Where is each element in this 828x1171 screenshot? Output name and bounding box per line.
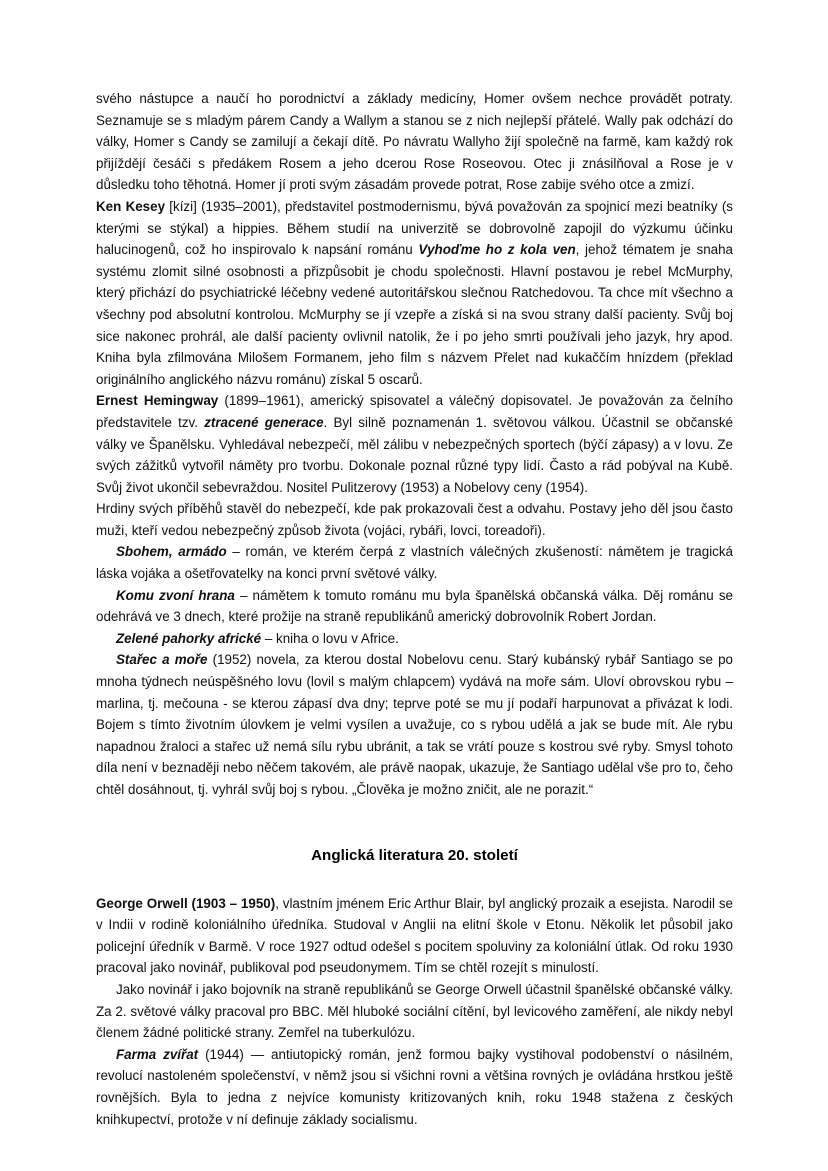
paragraph-ken-kesey bbox=[96, 196, 733, 390]
work-description: – námětem k tomuto románu mu byla španělská občanská válka. Děj románu se odehrává ve 3 dnech, které prožije na straně republikánů americký dobrovolník Robert Jordan. bbox=[96, 587, 733, 625]
ken-kesey-text-part1: [kízi] (1935–2001), představitel postmodernismu, bývá považován za spojnicí mezi beatníky (s kterými se stýkal) a hippies. Během studií na univerzitě se dobrovolně zapojil do výzkumu účinku halucinogenů, což ho inspirovalo k napsání románu bbox=[96, 198, 733, 258]
hemingway-text-part2: . Byl silně poznamenán 1. světovou válkou. Účastnil se občanské války ve Španělsku. Vyhledával nebezpečí, měl zálibu v nebezpečných sportech (býčí zápasy) a v lovu. Ze svých zážitků vytvořil náměty pro tvorbu. Dokonale poznal různé typy lidí. Často a rád pobýval na Kubě. Svůj život ukončil sebevraždou. Nositel Pulitzerovy (1953) a Nobelovy ceny (1954). bbox=[96, 414, 733, 495]
work-entry-sbohem-armado bbox=[96, 541, 733, 584]
work-title: Komu zvoní hrana bbox=[116, 587, 235, 603]
work-title: Stařec a moře bbox=[116, 652, 208, 668]
document-content bbox=[96, 88, 733, 1130]
work-entry-starec-a-more bbox=[96, 649, 733, 800]
work-description: (1944) — antiutopický román, jenž formou bajky vystihoval podobenství o násilném, revolucí nastoleném společenství, v němž jsou si všichni rovni a většina rovných je ovládána hrstkou ještě rovnějších. Byla to jedna z nejvíce komunisty kritizovaných knih, roku 1948 stažena z českých knihkupectví, protože v ní definuje základy socialismu. bbox=[96, 1046, 733, 1127]
work-entry-farma-zvirat bbox=[96, 1044, 733, 1130]
author-name-ernest-hemingway: Ernest Hemingway bbox=[96, 393, 219, 409]
paragraph-george-orwell bbox=[96, 893, 733, 979]
ken-kesey-text-part2: , jehož tématem je snaha systému zlomit silné osobnosti a přizpůsobit je chodu společnosti. Hlavní postavou je rebel McMurphy, který přichází do psychiatrické léčebny vedené autoritářskou slečnou Ratchedovou. Ta chce mít všechno a všechny pod absolutní kontrolou. McMurphy se jí vzepře a získá si na svou strany další pacienty. Svůj boj sice nakonec prohrál, ale další pacienty ovlivnil natolik, že i po jeho smrti používali jeho jazyk, hry apod. Kniha byla zfilmována Milošem Formanem, jeho film s názvem Přelet nad kukaččím hnízdem (překlad originálního anglického názvu románu) získal 5 oscarů. bbox=[96, 242, 733, 387]
paragraph-text: svého nástupce a naučí ho porodnictví a základy medicíny, Homer ovšem nechce provádět potraty. Seznamuje se s mladým párem Candy a Wallym a stanou se z nich nejlepší přátelé. Wally pak odchází do války, Homer s Candy se zamilují a čekají dítě. Po návratu Wallyho žijí společně na farmě, kam každý rok přijíždějí česáči s předákem Rosem a jeho dcerou Rose Roseovou. Otec ji znásilňoval a Rose je v důsledku toho těhotná. Homer jí proti svým zásadám provede potrat, Rose zabije svého otce a zmizí. bbox=[96, 91, 733, 193]
section-heading-anglicka-literatura: Anglická literatura 20. století bbox=[311, 846, 518, 864]
paragraph-ernest-hemingway bbox=[96, 390, 733, 498]
work-entry-komu-zvoni-hrana bbox=[96, 585, 733, 628]
paragraph-text: Jako novinář i jako bojovník na straně republikánů se George Orwell účastnil španělské občanské války. Za 2. světové války pracoval pro BBC. Měl hluboké sociální cítění, byl levicového zaměření, ale nikdy nebyl členem žádné politické strany. Zemřel na tuberkulózu. bbox=[96, 981, 733, 1041]
paragraph-hemingway-heroes bbox=[96, 498, 733, 541]
work-description: – kniha o lovu v Africe. bbox=[261, 630, 399, 646]
work-title-vyhodme-ho-z-kola-ven: Vyhoďme ho z kola ven bbox=[418, 242, 576, 258]
work-title: Sbohem, armádo bbox=[116, 544, 227, 560]
work-description: – román, ve kterém čerpá z vlastních válečných zkušeností: námětem je tragická láska vojáka a ošetřovatelky na konci první světové války. bbox=[96, 544, 734, 582]
emphasis-ztracene-generace: ztracené generace bbox=[204, 414, 324, 430]
work-description: (1952) novela, za kterou dostal Nobelovu cenu. Starý kubánský rybář Santiago se po mnoha týdnech neúspěšného lovu (lovil s malým chlapcem) vydává na moře sám. Uloví obrovskou rybu – marlina, tj. mečouna - se kterou zápasí dva dny; teprve poté se mu jí podaří harpunovat a přivázat k lodi. Bojem s tímto životním úlovkem je velmi vysílen a uvažuje, co s rybou udělá a jak se bude mít. Ale rybu napadnou žraloci a stařec už nemá sílu rybu ubránit, a tak se vrátí pouze s kostrou své ryby. Smysl tohoto díla není v beznaději nebo něčem takovém, ale právě naopak, ukazuje, že Santiago udělal vše pro to, čeho chtěl dosáhnout, tj. vyhrál svůj boj s rybou. „Člověka je možno zničit, ale ne porazit.“ bbox=[96, 652, 733, 797]
hemingway-text-part1: (1899–1961), americký spisovatel a válečný dopisovatel. Je považován za čelního představitele tzv. bbox=[96, 393, 733, 430]
author-name-george-orwell: George Orwell (1903 – 1950) bbox=[96, 895, 276, 911]
author-name-ken-kesey: Ken Kesey bbox=[96, 198, 166, 214]
paragraph-orwell-journalist bbox=[96, 979, 733, 1044]
work-title: Farma zvířat bbox=[116, 1046, 199, 1062]
work-entry-zelene-pahorky-africke bbox=[96, 628, 733, 650]
paragraph-text: Hrdiny svých příběhů stavěl do nebezpečí, kde pak prokazovali čest a odvahu. Postavy jeho děl jsou často muži, kteří vedou nebezpečný způsob života (vojáci, rybáři, lovci, toreadoři). bbox=[96, 501, 733, 538]
work-title: Zelené pahorky africké bbox=[116, 630, 262, 646]
orwell-text-part1: , vlastním jménem Eric Arthur Blair, byl anglický prozaik a esejista. Narodil se v Indii v rodině koloniálního úředníka. Studoval v Anglii na elitní škole v Etonu. Několik let působil jako policejní úředník v Barmě. V roce 1927 odtud odešel s pocitem spoluviny za koloniální útlak. Od roku 1930 pracoval jako novinář, publikoval pod pseudonymem. Tím se chtěl rozejít s minulostí. bbox=[96, 895, 734, 976]
paragraph-cider-house-summary bbox=[96, 88, 733, 196]
